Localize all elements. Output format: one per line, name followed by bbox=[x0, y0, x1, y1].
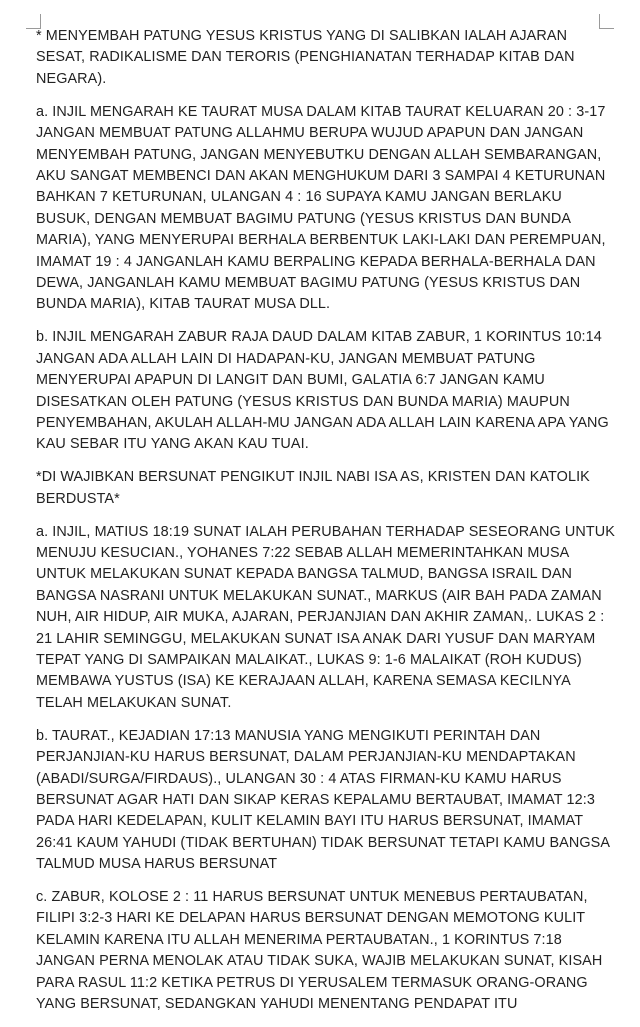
paragraph-heading-1: * MENYEMBAH PATUNG YESUS KRISTUS YANG DI SALIBKAN IALAH AJARAN SESAT, RADIKALISME DAN TERORIS (PENGHIANATAN TERHADAP KITAB DAN NEGARA). bbox=[36, 28, 575, 87]
paragraph-heading-2: *DI WAJIBKAN BERSUNAT PENGIKUT INJIL NABI ISA AS, KRISTEN DAN KATOLIK BERDUSTA* bbox=[36, 469, 590, 507]
paragraph-2c: c. ZABUR, KOLOSE 2 : 11 HARUS BERSUNAT UNTUK MENEBUS PERTAUBATAN, FILIPI 3:2-3 HARI KE DELAPAN HARUS BERSUNAT DENGAN MEMOTONG KULIT KELAMIN KARENA ITU ALLAH MENERIMA PERTAUBATAN., 1 KORINTUS 7:18 JANGAN PERNA MENOLAK ATAU TIDAK SUKA, WAJIB MELAKUKAN SUNAT, KISAH PARA RASUL 11:2 KETIKA PETRUS DI YERUSALEM TERMASUK ORANG-ORANG YANG BERSUNAT, SEDANGKAN YAHUDI MENENTANG PENDAPAT ITU bbox=[36, 889, 603, 1013]
paragraph-2a: a. INJIL, MATIUS 18:19 SUNAT IALAH PERUBAHAN TERHADAP SESEORANG UNTUK MENUJU KESUCIAN., YOHANES 7:22 SEBAB ALLAH MEMERINTAHKAN MUSA UNTUK MELAKUKAN SUNAT KEPADA BANGSA TALMUD, BANGSA ISRAIL DAN BANGSA NASRANI UNTUK MELAKUKAN SUNAT., MARKUS (AIR BAH PADA ZAMAN NUH, AIR HIDUP, AIR MUKA, AJARAN, PERJANJIAN DAN AKHIR ZAMAN,. LUKAS 2 : 21 LAHIR SEMINGGU, MELAKUKAN SUNAT ISA ANAK DARI YUSUF DAN MARYAM TEPAT YANG DI SAMPAIKAN MALAIKAT., LUKAS 9: 1-6 MALAIKAT (ROH KUDUS) MEMBAWA YUSTUS (ISA) KE KERAJAAN ALLAH, KARENA SEMASA KECILNYA TELAH MELAKUKAN SUNAT. bbox=[36, 523, 615, 711]
paragraph-1b: b. INJIL MENGARAH ZABUR RAJA DAUD DALAM KITAB ZABUR, 1 KORINTUS 10:14 JANGAN ADA ALLAH LAIN DI HADAPAN-KU, JANGAN MEMBUAT PATUNG MENYERUPAI APAPUN DI LANGIT DAN BUMI, GALATIA 6:7 JANGAN KAMU DISESATKAN OLEH PATUNG (YESUS KRISTUS DAN BUNDA MARIA) MAUPUN PENYEMBAHAN, AKULAH ALLAH-MU JANGAN ADA ALLAH LAIN KARENA APA YANG KAU SEBAR ITU YANG AKAN KAU TUAI. bbox=[36, 329, 609, 453]
paragraph-2b: b. TAURAT., KEJADIAN 17:13 MANUSIA YANG MENGIKUTI PERINTAH DAN PERJANJIAN-KU HARUS BERSUNAT, DALAM PERJANJIAN-KU MENDAPTAKAN (ABADI/SURGA/FIRDAUS)., ULANGAN 30 : 4 ATAS FIRMAN-KU KAMU HARUS BERSUNAT AGAR HATI DAN SIKAP KERAS KEPALAMU BERTAUBAT, IMAMAT 12:3 PADA HARI KEDELAPAN, KULIT KELAMIN BAYI ITU HARUS BERSUNAT, IMAMAT 26:41 KAUM YAHUDI (TIDAK BERTUHAN) TIDAK BERSUNAT TETAPI KAMU BANGSA TALMUD MUSA HARUS BERSUNAT bbox=[36, 727, 610, 873]
document-body bbox=[36, 26, 616, 1027]
paragraph-1a: a. INJIL MENGARAH KE TAURAT MUSA DALAM KITAB TAURAT KELUARAN 20 : 3-17 JANGAN MEMBUAT PATUNG ALLAHMU BERUPA WUJUD APAPUN DAN JANGAN MENYEMBAH PATUNG, JANGAN MENYEBUTKU DENGAN ALLAH SEMBARANGAN, AKU SANGAT MEMBENCI DAN AKAN MENGHUKUM DARI 3 SAMPAI 4 KETURUNAN BAHKAN 7 KETURUNAN, ULANGAN 4 : 16 SUPAYA KAMU JANGAN BERLAKU BUSUK, DENGAN MEMBUAT BAGIMU PATUNG (YESUS KRISTUS DAN BUNDA MARIA), YANG MENYERUPAI BERHALA BERBENTUK LAKI-LAKI DAN PEREMPUAN, IMAMAT 19 : 4 JANGANLAH KAMU BERPALING KEPADA BERHALA-BERHALA DAN DEWA, JANGANLAH KAMU MEMBUAT BAGIMU PATUNG (YESUS KRISTUS DAN BUNDA MARIA), KITAB TAURAT MUSA DLL. bbox=[36, 103, 606, 313]
